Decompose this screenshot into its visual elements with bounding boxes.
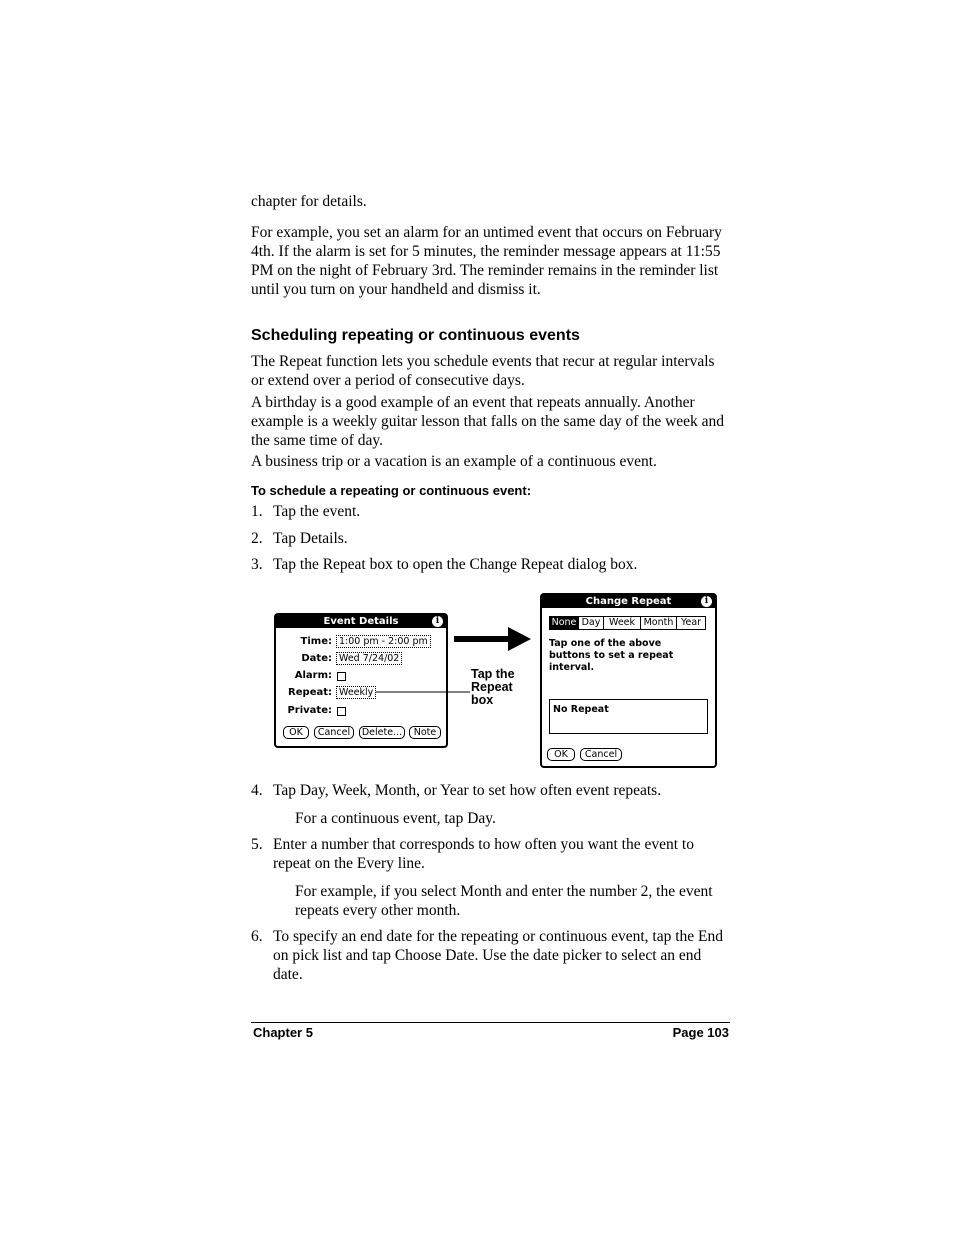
- info-icon[interactable]: i: [701, 596, 712, 607]
- title-text: Change Repeat: [585, 596, 672, 607]
- step-text: Tap the event.: [273, 503, 361, 520]
- tab-week[interactable]: Week: [603, 616, 641, 630]
- paragraph-alarm-example: For example, you set an alarm for an untimed event that occurs on February 4th. If the alarm is set for 5 minutes, the reminder message appears at 11:55 PM on the night of February 3rd. The reminder remains in the reminder list until you turn on your handheld and dismiss it.: [251, 224, 722, 298]
- tab-none[interactable]: None: [549, 616, 579, 630]
- repeat-instructions: Tap one of the above buttons to set a repeat interval.: [549, 638, 674, 673]
- cancel-button[interactable]: Cancel: [314, 726, 354, 739]
- footer-rule: [251, 1022, 730, 1023]
- repeat-tab-bar: [549, 616, 709, 630]
- ok-button[interactable]: OK: [283, 726, 309, 739]
- info-icon[interactable]: i: [432, 616, 443, 627]
- date-field[interactable]: Wed 7/24/02: [336, 652, 402, 665]
- step-text: Tap Day, Week, Month, or Year to set how often event repeats.: [273, 782, 662, 799]
- step-number: 5.: [251, 836, 263, 853]
- repeat-field[interactable]: Weekly: [336, 686, 376, 699]
- delete-button[interactable]: Delete...: [359, 726, 405, 739]
- tab-year[interactable]: Year: [676, 616, 706, 630]
- step-number: 4.: [251, 782, 263, 799]
- change-repeat-screen: [540, 593, 717, 768]
- cancel-button[interactable]: Cancel: [580, 748, 622, 761]
- private-label: Private:: [287, 705, 332, 716]
- tab-month[interactable]: Month: [640, 616, 677, 630]
- step-number: 1.: [251, 503, 263, 520]
- title-text: Event Details: [323, 616, 399, 627]
- repeat-status-box: [549, 699, 708, 734]
- step-text: Tap Details.: [273, 530, 348, 547]
- footer-page-number: Page 103: [672, 1025, 729, 1040]
- event-details-title: [276, 615, 446, 628]
- step-text: To specify an end date for the repeating or continuous event, tap the End on pick list and tap Choose Date. Use the date picker to select an end date.: [273, 928, 723, 983]
- paragraph-business-trip: A business trip or a vacation is an example of a continuous event.: [251, 453, 657, 470]
- ok-button[interactable]: OK: [547, 748, 575, 761]
- change-repeat-title: [542, 595, 715, 608]
- callout-text: Tap the Repeat box: [471, 667, 515, 707]
- paragraph-continuation: chapter for details.: [251, 193, 367, 210]
- repeat-status-text: No Repeat: [553, 704, 609, 715]
- time-label: Time:: [300, 636, 332, 647]
- procedure-heading: To schedule a repeating or continuous event:: [251, 483, 532, 498]
- step-number: 6.: [251, 928, 263, 945]
- step-text: Enter a number that corresponds to how often you want the event to repeat on the Every line.: [273, 836, 694, 872]
- step-number: 3.: [251, 556, 263, 573]
- section-heading: Scheduling repeating or continuous events: [251, 327, 580, 344]
- date-label: Date:: [301, 653, 332, 664]
- private-checkbox[interactable]: [337, 707, 346, 716]
- right-arrow-icon: [454, 625, 534, 655]
- note-button[interactable]: Note: [409, 726, 441, 739]
- paragraph-repeat-function: The Repeat function lets you schedule events that recur at regular intervals or extend over a period of consecutive days.: [251, 353, 715, 389]
- step-text: Tap the Repeat box to open the Change Repeat dialog box.: [273, 556, 638, 573]
- alarm-checkbox[interactable]: [337, 672, 346, 681]
- alarm-label: Alarm:: [294, 670, 332, 681]
- callout-leader-line: [370, 680, 470, 710]
- repeat-label: Repeat:: [288, 687, 332, 698]
- step-5-note: For example, if you select Month and enter the number 2, the event repeats every other month.: [295, 883, 713, 919]
- tab-day[interactable]: Day: [578, 616, 604, 630]
- paragraph-birthday-example: A birthday is a good example of an event that repeats annually. Another example is a weekly guitar lesson that falls on the same day of the week and the same time of day.: [251, 394, 725, 449]
- footer-chapter: Chapter 5: [253, 1025, 313, 1040]
- step-4-note: For a continuous event, tap Day.: [295, 810, 496, 827]
- time-field[interactable]: 1:00 pm - 2:00 pm: [336, 635, 431, 648]
- step-number: 2.: [251, 530, 263, 547]
